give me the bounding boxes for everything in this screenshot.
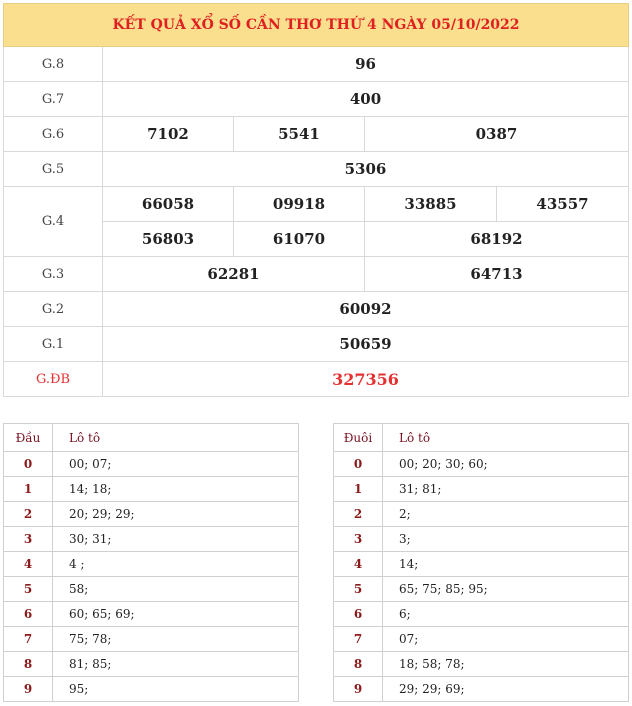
loto-cell: 07; xyxy=(383,627,629,652)
prize-value: 68192 xyxy=(365,222,629,257)
column-header-duoi: Đuôi xyxy=(334,424,383,452)
prize-value: 43557 xyxy=(497,187,629,222)
prize-label-g4: G.4 xyxy=(4,187,103,257)
column-header-loto: Lô tô xyxy=(383,424,629,452)
prize-value: 33885 xyxy=(365,187,497,222)
special-prize-value: 327356 xyxy=(103,362,629,397)
loto-cell: 31; 81; xyxy=(383,477,629,502)
loto-tail-table xyxy=(333,423,629,702)
loto-cell: 75; 78; xyxy=(53,627,299,652)
prize-value: 0387 xyxy=(365,117,629,152)
table-row xyxy=(334,652,629,677)
digit-cell: 4 xyxy=(4,552,53,577)
loto-cell: 81; 85; xyxy=(53,652,299,677)
prize-value: 62281 xyxy=(103,257,365,292)
lottery-results-table xyxy=(3,3,629,397)
column-header-loto: Lô tô xyxy=(53,424,299,452)
digit-cell: 1 xyxy=(4,477,53,502)
table-row xyxy=(4,452,299,477)
prize-value: 5306 xyxy=(103,152,629,187)
digit-cell: 1 xyxy=(334,477,383,502)
digit-cell: 8 xyxy=(334,652,383,677)
table-row xyxy=(4,627,299,652)
prize-value: 56803 xyxy=(103,222,234,257)
loto-cell: 95; xyxy=(53,677,299,702)
prize-label-special: G.ĐB xyxy=(4,362,103,397)
prize-label-g5: G.5 xyxy=(4,152,103,187)
table-row xyxy=(334,502,629,527)
prize-value: 96 xyxy=(103,47,629,82)
loto-cell: 3; xyxy=(383,527,629,552)
prize-label-g3: G.3 xyxy=(4,257,103,292)
digit-cell: 3 xyxy=(4,527,53,552)
prize-value: 5541 xyxy=(234,117,365,152)
digit-cell: 7 xyxy=(4,627,53,652)
table-row xyxy=(334,677,629,702)
table-row xyxy=(334,627,629,652)
loto-cell: 30; 31; xyxy=(53,527,299,552)
loto-cell: 29; 29; 69; xyxy=(383,677,629,702)
table-row xyxy=(4,652,299,677)
digit-cell: 4 xyxy=(334,552,383,577)
table-row xyxy=(334,577,629,602)
loto-head-table xyxy=(3,423,299,702)
table-row xyxy=(334,552,629,577)
table-row xyxy=(4,677,299,702)
table-row xyxy=(4,502,299,527)
table-row xyxy=(334,527,629,552)
digit-cell: 9 xyxy=(4,677,53,702)
results-title: KẾT QUẢ XỔ SỐ CẦN THƠ THỨ 4 NGÀY 05/10/2022 xyxy=(4,4,629,47)
prize-label-g6: G.6 xyxy=(4,117,103,152)
prize-label-g8: G.8 xyxy=(4,47,103,82)
loto-cell: 14; xyxy=(383,552,629,577)
prize-value: 09918 xyxy=(234,187,365,222)
digit-cell: 6 xyxy=(334,602,383,627)
prize-value: 60092 xyxy=(103,292,629,327)
digit-cell: 2 xyxy=(334,502,383,527)
loto-cell: 14; 18; xyxy=(53,477,299,502)
prize-label-g7: G.7 xyxy=(4,82,103,117)
prize-value: 61070 xyxy=(234,222,365,257)
prize-value: 64713 xyxy=(365,257,629,292)
digit-cell: 6 xyxy=(4,602,53,627)
table-row xyxy=(4,527,299,552)
loto-cell: 58; xyxy=(53,577,299,602)
digit-cell: 3 xyxy=(334,527,383,552)
loto-cell: 4 ; xyxy=(53,552,299,577)
digit-cell: 5 xyxy=(4,577,53,602)
loto-cell: 00; 07; xyxy=(53,452,299,477)
loto-cell: 18; 58; 78; xyxy=(383,652,629,677)
prize-label-g2: G.2 xyxy=(4,292,103,327)
table-row xyxy=(334,452,629,477)
column-header-dau: Đầu xyxy=(4,424,53,452)
loto-cell: 60; 65; 69; xyxy=(53,602,299,627)
digit-cell: 7 xyxy=(334,627,383,652)
loto-cell: 00; 20; 30; 60; xyxy=(383,452,629,477)
table-row xyxy=(4,552,299,577)
prize-value: 66058 xyxy=(103,187,234,222)
table-row xyxy=(334,477,629,502)
digit-cell: 9 xyxy=(334,677,383,702)
digit-cell: 2 xyxy=(4,502,53,527)
digit-cell: 0 xyxy=(334,452,383,477)
prize-label-g1: G.1 xyxy=(4,327,103,362)
loto-cell: 65; 75; 85; 95; xyxy=(383,577,629,602)
prize-value: 7102 xyxy=(103,117,234,152)
table-row xyxy=(4,602,299,627)
loto-cell: 2; xyxy=(383,502,629,527)
digit-cell: 8 xyxy=(4,652,53,677)
table-row xyxy=(4,577,299,602)
table-row xyxy=(4,477,299,502)
table-row xyxy=(334,602,629,627)
loto-cell: 6; xyxy=(383,602,629,627)
digit-cell: 5 xyxy=(334,577,383,602)
prize-value: 50659 xyxy=(103,327,629,362)
digit-cell: 0 xyxy=(4,452,53,477)
loto-cell: 20; 29; 29; xyxy=(53,502,299,527)
prize-value: 400 xyxy=(103,82,629,117)
